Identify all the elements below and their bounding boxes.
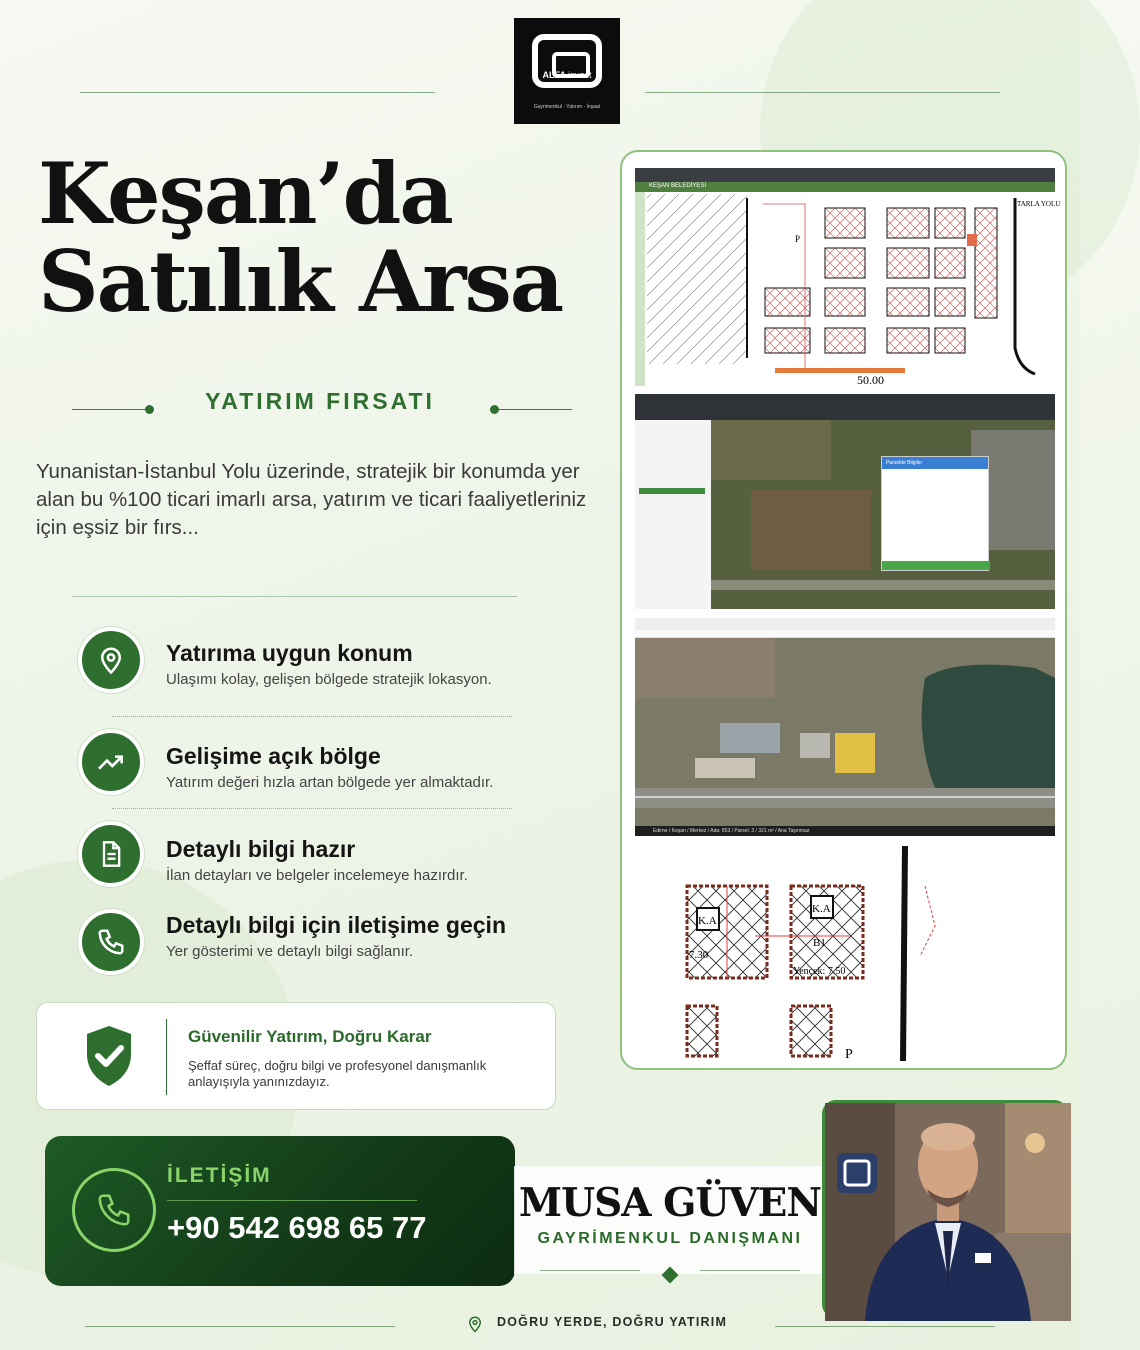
- agent-role: GAYRİMENKUL DANIŞMANI: [537, 1230, 803, 1247]
- feature-icon-badge: [78, 729, 144, 795]
- parcel-label: K.A: [698, 915, 717, 927]
- parcel-label: Yençek: 7.50: [793, 966, 846, 977]
- trust-separator: [166, 1019, 167, 1095]
- subtitle-line-right: [497, 409, 572, 410]
- agent-divider-left: [540, 1270, 640, 1271]
- feature-desc: Yer gösterimi ve detaylı bilgi sağlanır.: [166, 943, 414, 960]
- contact-phone-badge: [72, 1168, 156, 1252]
- agent-photo: [822, 1100, 1068, 1318]
- trust-title: Güvenilir Yatırım, Doğru Karar: [188, 1027, 432, 1046]
- feature-desc: İlan detayları ve belgeler incelemeye hazırdır.: [166, 867, 468, 884]
- intro-divider: [72, 596, 517, 597]
- map-location-footer: Edirne / Keşan / Merkez / Ada: 853 / Parsel: 3 / 321 m² / Ana Taşınmaz: [635, 826, 1055, 836]
- header-divider-right: [645, 92, 1000, 93]
- logo-tagline: Gayrimenkul · Yatırım · İnşaat: [533, 104, 601, 110]
- footer-divider-left: [85, 1326, 395, 1327]
- aerial-photo-screenshot: [635, 618, 1055, 836]
- document-icon: [97, 839, 125, 869]
- title-line-1: Keşan’da: [38, 144, 452, 243]
- feature-icon-badge: [78, 909, 144, 975]
- zoning-plan-screenshot: [635, 168, 1061, 387]
- title-line-2: Satılık Arsa: [38, 232, 563, 331]
- parcel-detail-screenshot: [635, 846, 1055, 1061]
- subtitle-line-left: [72, 409, 148, 410]
- location-pin-icon: [96, 645, 126, 675]
- agent-card: [514, 1166, 828, 1274]
- location-pin-icon: [466, 1314, 484, 1334]
- page-title: [38, 144, 598, 331]
- subtitle: YATIRIM FIRSATI: [205, 388, 435, 414]
- agent-photo-illustration: [825, 1103, 1071, 1321]
- feature-divider: [112, 808, 512, 809]
- parking-label: P: [845, 1047, 853, 1062]
- header-divider-left: [80, 92, 435, 93]
- zoning-plan-drawing: [635, 168, 1061, 387]
- plan-top-label: TARLA YOLU: [1017, 200, 1061, 208]
- feature-desc: Ulaşımı kolay, gelişen bölgede stratejik lokasyon.: [166, 671, 492, 688]
- trust-desc: Şeffaf süreç, doğru bilgi ve profesyonel danışmanlık anlayışıyla yanınızdayız.: [188, 1058, 487, 1089]
- query-sidebar: [635, 420, 711, 609]
- trust-card: [36, 1002, 556, 1110]
- contact-card[interactable]: [45, 1136, 515, 1286]
- feature-title: Detaylı bilgi hazır: [166, 836, 356, 862]
- info-panel-title: Parselde Bilgiler: [882, 457, 988, 469]
- aerial-map: [635, 638, 1055, 826]
- feature-desc: Yatırım değeri hızla artan bölgede yer almaktadır.: [166, 774, 494, 791]
- map-app-header: [635, 618, 1055, 630]
- feature-title: Yatırıma uygun konum: [166, 640, 413, 666]
- parcel-label: K.A: [812, 903, 831, 915]
- screenshots-frame: [620, 150, 1067, 1070]
- feature-icon-badge: [78, 627, 144, 693]
- phone-icon: [96, 927, 126, 957]
- agent-name: MUSA GÜVEN: [518, 1180, 822, 1226]
- feature-icon-badge: [78, 821, 144, 887]
- trend-up-icon: [95, 746, 127, 778]
- browser-bar: [635, 394, 1055, 420]
- parcel-detail-drawing: [635, 846, 1055, 1061]
- parking-label: P: [795, 234, 801, 244]
- intro-text: Yunanistan-İstanbul Yolu üzerinde, stratejik bir konumda yer alan bu %100 ticari imarlı arsa, yatırım ve ticari faaliyetleriniz için eşsiz bir fırs...: [36, 460, 587, 539]
- feature-title: Gelişime açık bölge: [166, 743, 381, 769]
- shield-check-icon: [83, 1024, 135, 1088]
- parcel-info-panel: [881, 456, 989, 571]
- parcel-query-screenshot: [635, 394, 1055, 609]
- feature-divider: [112, 716, 512, 717]
- contact-divider: [167, 1200, 417, 1201]
- parcel-label: B1: [813, 937, 826, 949]
- contact-phone-number[interactable]: +90 542 698 65 77: [167, 1210, 427, 1245]
- parcel-label: 7.30: [689, 949, 709, 961]
- logo-brand: ALFA: [542, 70, 566, 80]
- agent-divider-right: [700, 1270, 800, 1271]
- contact-label: İLETİŞİM: [167, 1164, 272, 1187]
- brand-logo: [514, 18, 620, 124]
- phone-icon: [95, 1191, 133, 1229]
- map-search-bar: [635, 630, 1055, 638]
- feature-title: Detaylı bilgi için iletişime geçin: [166, 912, 506, 938]
- plan-bottom-label: 50.00: [857, 373, 884, 387]
- footer-slogan: DOĞRU YERDE, DOĞRU YATIRIM: [497, 1315, 728, 1329]
- logo-brand-accent: invest: [567, 70, 592, 80]
- footer-divider-right: [775, 1326, 995, 1327]
- municipality-label: KEŞAN BELEDİYESİ: [649, 183, 707, 189]
